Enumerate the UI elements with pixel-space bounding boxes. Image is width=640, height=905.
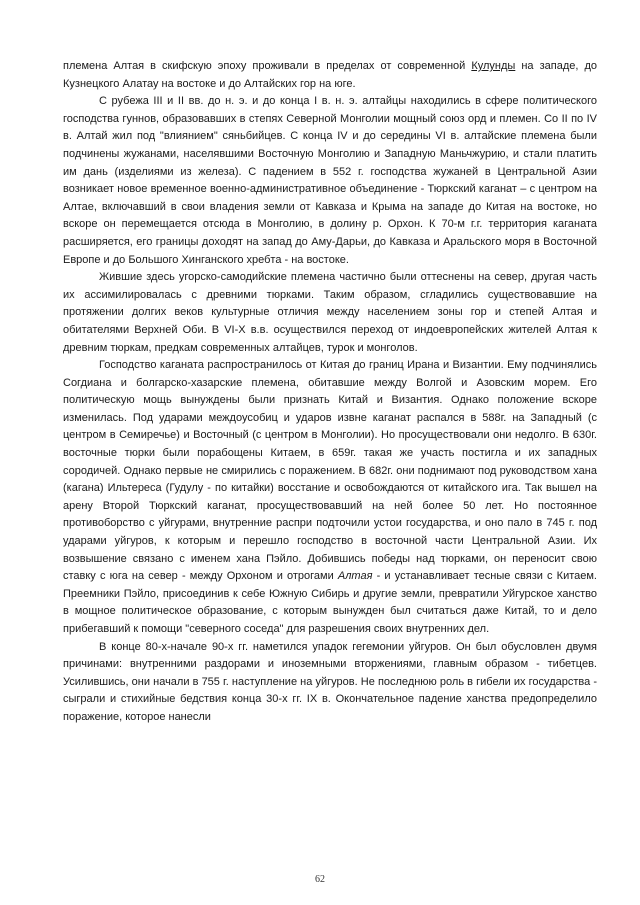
text-segment: на западе, до Кузнецкого Алатау на востоке и до Алтайских гор на юге. bbox=[63, 60, 597, 90]
italic-term: Алтая bbox=[337, 570, 373, 583]
paragraph-2 bbox=[63, 93, 597, 269]
text-segment: Господство каганата распространилось от Китая до границ Ирана и Византии. Ему подчинялись Согдиана и болгарско-хазарские племена, обитавшие между Волгой и Азовским морем. Его политическую мощь вынуждены были признать Китай и Византия. Однако положение вскоре изменилась. Под ударами междоусобиц и ударов извне каганат распался в 588г. на Западный (с центром в Семиречье) и Восточный (с центром в Монголии). Но просуществовали они недолго. В 630г. восточные тюрки были порабощены Китаем, в 659г. такая же участь постигла и их западных сородичей. Однако первые не смирились с поражением. В 682г. они поднимают под руководством хана (кагана) Ильтереса (Гудулу - по китайки) восстание и освобождаются от китайского ига. Так вышел на арену Второй Тюркский каганат, просуществовавший на ней более 50 лет. Но постоянное противоборство с уйгурами, внутренние распри подточили устои государства, и оно пало в 745 г. под ударами уйгуров, к которым и перешло господство в восточной части Центральной Азии. Их возвышение связано с именем хана Пэйло. Добившись победы над тюрками, он переносит свою ставку с юга на север - между Орхоном и отрогами bbox=[63, 359, 597, 583]
text-segment: С рубежа III и II вв. до н. э. и до конца I в. н. э. алтайцы находились в сфере политического господства гуннов, образовавших в степях Северной Монголии мощный союз орд и племен. Со II по IV в. Алтай жил под "влиянием" сяньбийцев. С конца IV и до середины VI в. алтайские племена были подчинены жужанами, населявшими Восточную Монголию и Западную Маньчжурию, и стали платить им дань (изделиями из железа). С падением в 552 г. господства жужаней в Центральной Азии возникает новое временное военно-административное объединение - Тюркский каганат – с центром на Алтае, включавший в свои владения земли от Кавказа и Крыма на западе до Китая на востоке, но вскоре он перемещается отсюда в Монголию, в долину р. Орхон. К 70-м г.г. территория каганата расширяется, его границы доходят на запад до Аму-Дарьи, до Кавказа и Аральского моря в Восточной Европе и до Большого Хинганского хребта - на востоке. bbox=[63, 95, 597, 266]
page-number: 62 bbox=[315, 874, 325, 885]
text-segment: племена Алтая в скифскую эпоху проживали в пределах от современной bbox=[63, 60, 472, 72]
text-segment: Жившие здесь угорско-самодийские племена частично были оттеснены на север, другая часть их ассимилировалась с древними тюрками. Таким образом, сгладились существовавшие на протяжении долгих веков культурные отличия между населением зоны гор и степей Алтая и обитателями Верхней Оби. В VI-X в.в. осуществился переход от индоевропейских жителей Алтая к древним тюркам, предкам современных алтайцев, турок и монголов. bbox=[63, 271, 597, 354]
kulunda-link-text: Кулунды bbox=[471, 60, 516, 72]
text-segment: - и устанавливает тесные связи с Китаем. Преемники Пэйло, присоединив к себе Южную Сибирь и другие земли, превратили Уйгурское ханство в мощное политическое образование, с которым вынужден был считаться даже Китай, то и дело прибегавший к помощи "северного соседа" для разрешения своих внутренних дел. bbox=[63, 570, 597, 635]
paragraph-4 bbox=[63, 357, 597, 639]
paragraph-1 bbox=[63, 58, 597, 93]
paragraph-5 bbox=[63, 639, 597, 727]
paragraph-3 bbox=[63, 269, 597, 357]
page-body bbox=[63, 58, 597, 727]
text-segment: В конце 80-х-начале 90-х гг. наметился упадок гегемонии уйгуров. Он был обусловлен двумя причинами: внутренними раздорами и иноземными вторжениями, главным образом - тибетцев. Усилившись, они начали в 755 г. наступление на уйгуров. Не последнюю роль в гибели их государства - сыграли и стихийные бедствия конца 30-х гг. IX в. Окончательное падение ханства предопределило поражение, которое нанесли bbox=[63, 640, 597, 723]
